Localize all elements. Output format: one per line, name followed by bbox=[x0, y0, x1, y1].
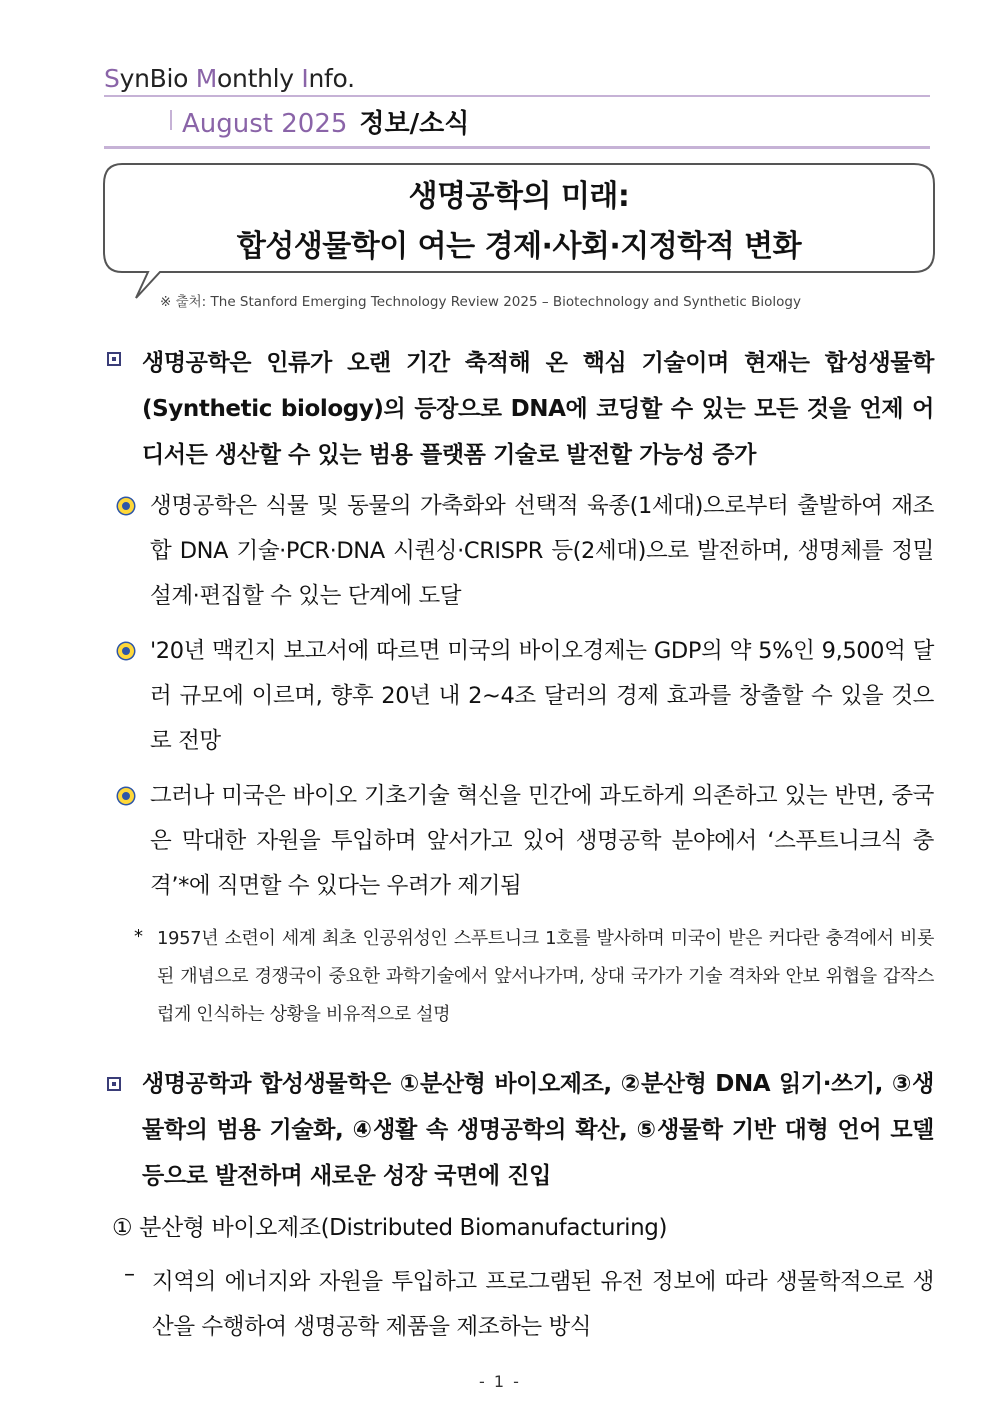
round-bullet-icon bbox=[118, 498, 134, 514]
section1-bullet-3: 그러나 미국은 바이오 기초기술 혁신을 민간에 과도하게 의존하고 있는 반면, 중국은 막대한 자원을 투입하며 앞서가고 있어 생명공학 분야에서 ‘스푸트니크식 충격’*에 직면할 수 있다는 우려가 제기됨 bbox=[150, 783, 934, 899]
brand-name: SynBio Monthly Info. bbox=[104, 64, 355, 93]
source-note: ※ 출처: The Stanford Emerging Technology Review 2025 – Biotechnology and Synthetic Biology bbox=[160, 294, 801, 310]
round-bullet-icon bbox=[118, 788, 134, 804]
section1-headline: 생명공학은 인류가 오랜 기간 축적해 온 핵심 기술이며 현재는 합성생물학 (Synthetic biology)의 등장으로 DNA에 코딩할 수 있는 모든 것을 언제 어디서든 생산할 수 있는 범용 플랫폼 기술로 발전할 가능성 증가 bbox=[142, 350, 934, 468]
footnote-text: 1957년 소련이 세계 최초 인공위성인 스푸트니크 1호를 발사하며 미국이 받은 커다란 충격에서 비롯된 개념으로 경쟁국이 중요한 과학기술에서 앞서나가며, 상대 국가가 기술 격차와 안보 위협을 갑작스럽게 인식하는 상황을 비유적으로 설명 bbox=[157, 928, 934, 1025]
issue-date: August 2025 정보/소식 bbox=[182, 109, 470, 139]
title-line-2: 합성생물학이 여는 경제·사회·지정학적 변화 bbox=[236, 229, 802, 264]
section1-bullet-2: '20년 맥킨지 보고서에 따르면 미국의 바이오경제는 GDP의 약 5%인 9,500억 달러 규모에 이르며, 향후 20년 내 2~4조 달러의 경제 효과를 창출할 수 있을 것으로 전망 bbox=[150, 638, 934, 754]
page-number: - 1 - bbox=[479, 1372, 521, 1391]
footnote-mark: * bbox=[134, 926, 143, 947]
section2-item-1-title: ① 분산형 바이오제조(Distributed Biomanufacturing) bbox=[112, 1215, 668, 1241]
issue-tag: 정보/소식 bbox=[359, 109, 470, 139]
page-title bbox=[106, 172, 932, 272]
title-line-1: 생명공학의 미래: bbox=[408, 179, 630, 214]
dash-mark: – bbox=[124, 1262, 135, 1287]
section2-headline: 생명공학과 합성생물학은 ①분산형 바이오제조, ②분산형 DNA 읽기·쓰기, ③생물학의 범용 기술화, ④생활 속 생명공학의 확산, ⑤생물학 기반 대형 언어 모델 등으로 발전하며 새로운 성장 국면에 진입 bbox=[142, 1071, 934, 1189]
section1-bullet-1: 생명공학은 식물 및 동물의 가축화와 선택적 육종(1세대)으로부터 출발하여 재조합 DNA 기술·PCR·DNA 시퀀싱·CRISPR 등(2세대)으로 발전하며, 생명체를 정밀 설계·편집할 수 있는 단계에 도달 bbox=[150, 493, 934, 609]
section2-item-1-description: 지역의 에너지와 자원을 투입하고 프로그램된 유전 정보에 따라 생물학적으로 생산을 수행하여 생명공학 제품을 제조하는 방식 bbox=[152, 1269, 934, 1340]
square-bullet-icon bbox=[107, 352, 121, 366]
round-bullet-icon bbox=[118, 643, 134, 659]
square-bullet-icon bbox=[107, 1077, 121, 1091]
